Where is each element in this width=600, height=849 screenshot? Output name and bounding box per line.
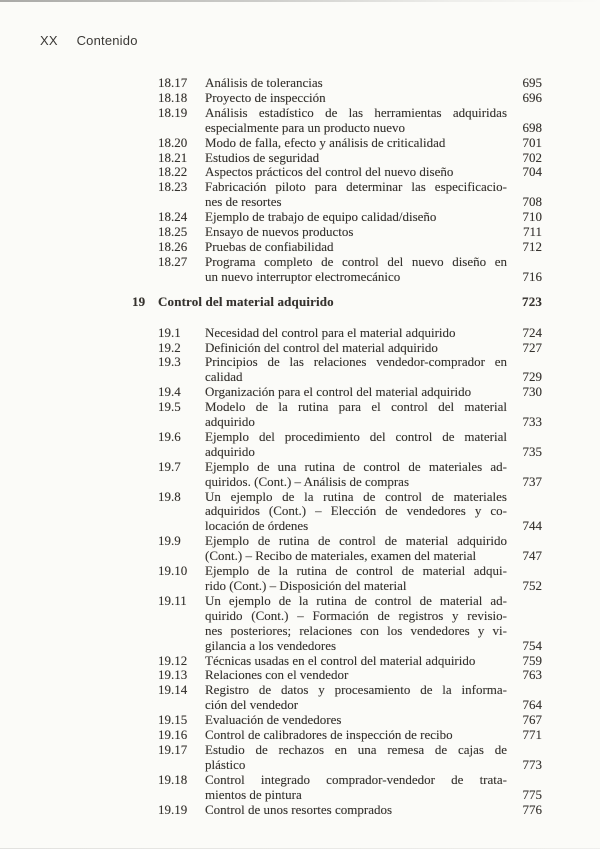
entry-title [205, 355, 507, 385]
entry-page-number: 702 [522, 149, 542, 165]
entry-title-line: adquirido [205, 443, 255, 459]
entry-title-line: Estudio de rechazos en una remesa de cajas de [205, 741, 507, 757]
entry-title-line: Definición del control del material adquirido [205, 339, 438, 355]
entry-title-line: Necesidad del control para el material adquirido [205, 324, 456, 340]
entry-title-line: Evaluación de vendedores [205, 712, 342, 728]
entry-title [205, 180, 507, 210]
entry-title-line: adquiridos (Cont.) – Elección de vendedores y co- [205, 503, 507, 519]
toc-entry [158, 210, 542, 225]
toc-entry [158, 385, 542, 400]
entry-title [205, 728, 507, 743]
entry-title [205, 654, 507, 669]
entry-page-number: 754 [522, 637, 542, 653]
toc-entry [158, 803, 542, 818]
entry-title-line: plástico [205, 756, 246, 772]
toc-entry [158, 460, 542, 490]
entry-title [205, 430, 507, 460]
entry-title [205, 385, 507, 400]
entry-number: 19.2 [158, 339, 181, 355]
toc-entry [158, 165, 542, 180]
entry-title-line: Ejemplo de rutina de control de material adquirido [205, 533, 507, 549]
entry-page-number: 730 [522, 384, 542, 400]
toc-entry [158, 326, 542, 341]
entry-number: 19.12 [158, 652, 188, 668]
entry-title-line: Modelo de la rutina para el control del material [205, 399, 507, 415]
entry-page-number: 701 [522, 134, 542, 150]
toc-entry [158, 76, 542, 91]
entry-number: 19.5 [158, 399, 181, 415]
entry-number: 19.6 [158, 428, 181, 444]
entry-title [205, 165, 507, 180]
entry-title [205, 341, 507, 356]
entry-page-number: 729 [522, 369, 542, 385]
entry-title [205, 255, 507, 285]
toc-entry [158, 683, 542, 713]
entry-page-number: 712 [522, 238, 542, 254]
toc-entry [158, 106, 542, 136]
entry-number: 19.8 [158, 488, 181, 504]
entry-number: 19.14 [158, 682, 188, 698]
entry-page-number: 775 [522, 786, 542, 802]
entry-title [205, 594, 507, 654]
entry-title-line: Análisis estadístico de las herramientas adquiridas [205, 104, 507, 120]
entry-page-number: 724 [522, 324, 542, 340]
entry-title [205, 564, 507, 594]
entry-title [205, 743, 507, 773]
entry-number: 19.19 [158, 801, 188, 817]
entry-title [205, 91, 507, 106]
entry-title-line: Proyecto de inspección [205, 89, 326, 105]
entry-title-line: Fabricación piloto para determinar las especificacio- [205, 179, 507, 195]
entry-title-line: Ejemplo de trabajo de equipo calidad/diseño [205, 209, 437, 225]
entry-number: 18.17 [158, 75, 188, 90]
entry-title-line: Un ejemplo de la rutina de control de materiales [205, 488, 507, 504]
toc-entry [158, 534, 542, 564]
toc-entry [158, 594, 542, 654]
toc-entry [158, 743, 542, 773]
entry-title-line: (Cont.) – Recibo de materiales, examen del material [205, 548, 477, 564]
entry-number: 18.24 [158, 209, 188, 225]
toc-entry [158, 654, 542, 669]
entry-title-line: mientos de pintura [205, 786, 302, 802]
entry-page-number: 696 [522, 89, 542, 105]
entry-title [205, 136, 507, 151]
entry-page-number: 744 [522, 518, 542, 534]
entry-number: 19.9 [158, 533, 181, 549]
entry-number: 19.13 [158, 667, 188, 683]
entry-title-line: Principios de las relaciones vendedor-comprador en [205, 354, 507, 370]
entry-title-line: locación de órdenes [205, 518, 309, 534]
entry-title-line: Pruebas de confiabilidad [205, 238, 334, 254]
entry-title-line: Ejemplo de la rutina de control de material adqui- [205, 563, 507, 579]
entry-page-number: 708 [522, 194, 542, 210]
entry-number: 19.17 [158, 741, 188, 757]
entry-title-line: quirido (Cont.) – Formación de registros y revisio- [205, 607, 507, 623]
toc-entry [158, 430, 542, 460]
entry-page-number: 710 [522, 209, 542, 225]
chapter-page-number: 723 [522, 293, 542, 309]
entry-number: 18.26 [158, 238, 188, 254]
entry-title-line: Organización para el control del material adquirido [205, 384, 472, 400]
entry-title-line: rido (Cont.) – Disposición del material [205, 578, 407, 593]
entry-title-line: Estudios de seguridad [205, 149, 320, 165]
toc-entry [158, 490, 542, 535]
entry-title [205, 151, 507, 166]
toc-entry [158, 773, 542, 803]
toc-entry [158, 728, 542, 743]
entry-title-line: Análisis de tolerancias [205, 75, 323, 90]
entry-number: 19.1 [158, 324, 181, 340]
entry-title-line: adquirido [205, 414, 255, 430]
entry-number: 18.25 [158, 224, 188, 240]
toc-entry [158, 355, 542, 385]
entry-title-line: Técnicas usadas en el control del material adquirido [205, 652, 476, 668]
entry-title [205, 460, 507, 490]
toc-entry [158, 341, 542, 356]
entry-title [205, 683, 507, 713]
entry-page-number: 764 [522, 697, 542, 713]
entry-page-number: 771 [522, 727, 542, 743]
running-title: Contenido [76, 33, 138, 48]
toc-entry [158, 91, 542, 106]
entry-number: 19.11 [158, 592, 187, 608]
entry-page-number: 695 [522, 75, 542, 90]
entry-title-line: especialmente para un producto nuevo [205, 119, 405, 135]
entry-title-line: Control de calibradores de inspección de recibo [205, 727, 453, 743]
entry-page-number: 759 [522, 652, 542, 668]
entry-page-number: 733 [522, 414, 542, 430]
entry-page-number: 747 [522, 548, 542, 564]
chapter-number: 19 [132, 293, 146, 309]
entry-title-line: nes posteriores; relaciones con los vendedores y vi- [205, 622, 507, 638]
entry-number: 19.4 [158, 384, 181, 400]
entry-number: 19.15 [158, 712, 188, 728]
entry-number: 19.7 [158, 458, 181, 474]
entry-page-number: 763 [522, 667, 542, 683]
entry-title [205, 803, 507, 818]
entry-title-line: gilancia a los vendedores [205, 637, 337, 653]
toc-entry [158, 151, 542, 166]
entry-title-line: Ejemplo de una rutina de control de materiales ad- [205, 458, 507, 474]
entry-number: 18.21 [158, 149, 188, 165]
toc-entry [158, 713, 542, 728]
toc-entry [158, 225, 542, 240]
table-of-contents [132, 75, 542, 818]
entry-page-number: 773 [522, 756, 542, 772]
entry-title-line: Ejemplo del procedimiento del control de material [205, 428, 507, 444]
toc-entry [158, 136, 542, 151]
entry-title [205, 668, 507, 683]
entry-page-number: 698 [522, 119, 542, 135]
toc-entry [158, 564, 542, 594]
entry-title-line: Control integrado comprador-vendedor de trata- [205, 771, 507, 787]
entry-title [205, 713, 507, 728]
entry-title [205, 225, 507, 240]
entry-title [205, 210, 507, 225]
entry-page-number: 704 [522, 164, 542, 180]
entry-number: 18.23 [158, 179, 188, 195]
entry-title [205, 240, 507, 255]
entry-title-line: Programa completo de control del nuevo diseño en [205, 253, 507, 269]
entry-title [205, 76, 507, 91]
entry-number: 18.20 [158, 134, 188, 150]
entry-number: 19.18 [158, 771, 188, 787]
toc-entry [158, 400, 542, 430]
entry-title-line: Un ejemplo de la rutina de control de material ad- [205, 592, 507, 608]
entry-title-line: Aspectos prácticos del control del nuevo diseño [205, 164, 454, 180]
entry-title-line: Ensayo de nuevos productos [205, 224, 354, 240]
entry-page-number: 752 [522, 578, 542, 593]
entry-number: 18.22 [158, 164, 188, 180]
entry-title [205, 773, 507, 803]
entry-page-number: 716 [522, 268, 542, 284]
entry-title [205, 400, 507, 430]
chapter-19-entries [158, 326, 542, 818]
page-folio: XX [40, 33, 58, 48]
entry-page-number: 737 [522, 473, 542, 489]
toc-entry [158, 255, 542, 285]
entry-title-line: Relaciones con el vendedor [205, 667, 349, 683]
entry-number: 18.27 [158, 253, 188, 269]
toc-entry [158, 180, 542, 210]
entry-number: 19.3 [158, 354, 181, 370]
entry-title-line: calidad [205, 369, 243, 385]
entry-title-line: Control de unos resortes comprados [205, 801, 393, 817]
chapter-title: Control del material adquirido [158, 293, 334, 309]
entry-title-line: un nuevo interruptor electromecánico [205, 268, 401, 284]
entry-title [205, 490, 507, 535]
entry-page-number: 711 [522, 224, 542, 240]
entry-number: 18.18 [158, 89, 188, 105]
entry-title-line: Modo de falla, efecto y análisis de criticalidad [205, 134, 446, 150]
entry-number: 18.19 [158, 104, 188, 120]
toc-entry [158, 668, 542, 683]
entry-title [205, 326, 507, 341]
toc-entry [158, 240, 542, 255]
entry-title-line: ción del vendedor [205, 697, 299, 713]
entry-title-line: nes de resortes [205, 194, 282, 210]
entry-number: 19.10 [158, 563, 188, 579]
entry-title [205, 534, 507, 564]
entry-page-number: 727 [522, 339, 542, 355]
entry-title-line: quiridos. (Cont.) – Análisis de compras [205, 473, 410, 489]
scan-top-edge-artifact [0, 0, 600, 2]
chapter-19-heading [132, 295, 542, 310]
entry-number: 19.16 [158, 727, 188, 743]
entry-title-line: Registro de datos y procesamiento de la informa- [205, 682, 507, 698]
entry-page-number: 735 [522, 443, 542, 459]
entry-page-number: 776 [522, 801, 542, 817]
entry-title [205, 106, 507, 136]
running-head [40, 33, 138, 48]
chapter-18-entries [158, 76, 542, 285]
entry-page-number: 767 [522, 712, 542, 728]
